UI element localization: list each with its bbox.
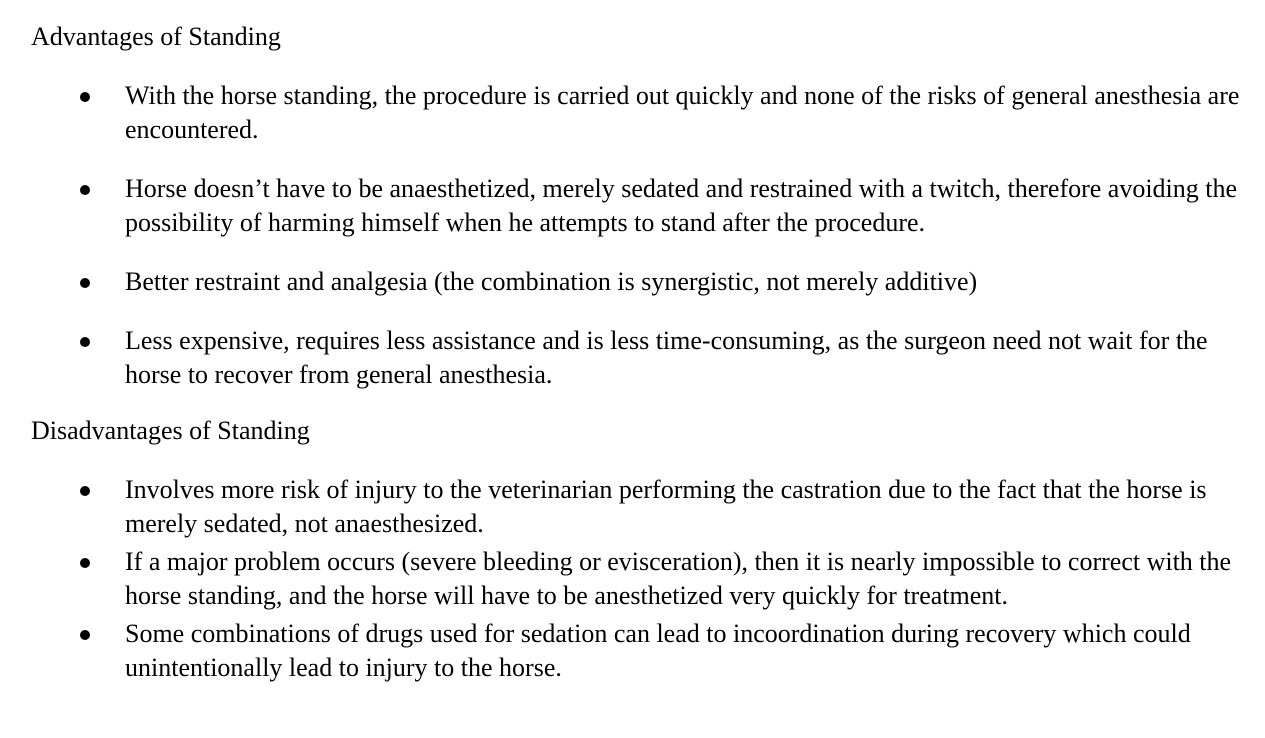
- bullet-icon: [80, 558, 90, 568]
- list-item-text: Some combinations of drugs used for sedation can lead to incoordination during recovery which could unintentionally lead to injury to the horse.: [125, 619, 1191, 682]
- bullet-icon: [80, 630, 90, 640]
- list-item-text: If a major problem occurs (severe bleeding or evisceration), then it is nearly impossible to correct with the horse standing, and the horse will have to be anesthetized very quickly for treatment.: [125, 547, 1232, 610]
- bullet-icon: [80, 278, 90, 288]
- bullet-icon: [80, 185, 90, 195]
- list-item: [31, 324, 1256, 392]
- disadvantages-heading: Disadvantages of Standing: [31, 416, 310, 445]
- list-item-text: With the horse standing, the procedure is carried out quickly and none of the risks of general anesthesia are encountered.: [125, 81, 1240, 144]
- list-item-text: Horse doesn’t have to be anaesthetized, merely sedated and restrained with a twitch, therefore avoiding the possibility of harming himself when he attempts to stand after the procedure.: [125, 174, 1238, 237]
- list-item: [31, 79, 1256, 147]
- bullet-icon: [80, 486, 90, 496]
- list-item: [31, 265, 1256, 299]
- bullet-icon: [80, 92, 90, 102]
- document-body: [31, 20, 1256, 685]
- list-item: [31, 545, 1256, 613]
- list-item-text: Less expensive, requires less assistance and is less time-consuming, as the surgeon need not wait for the horse to recover from general anesthesia.: [125, 326, 1208, 389]
- list-item: [31, 172, 1256, 240]
- list-item: [31, 473, 1256, 541]
- advantages-list: [31, 79, 1256, 392]
- list-item: [31, 617, 1256, 685]
- advantages-heading: Advantages of Standing: [31, 22, 281, 51]
- list-item-text: Better restraint and analgesia (the combination is synergistic, not merely additive): [125, 267, 978, 296]
- list-item-text: Involves more risk of injury to the veterinarian performing the castration due to the fact that the horse is merely sedated, not anaesthesized.: [125, 475, 1207, 538]
- disadvantages-list: [31, 473, 1256, 685]
- bullet-icon: [80, 337, 90, 347]
